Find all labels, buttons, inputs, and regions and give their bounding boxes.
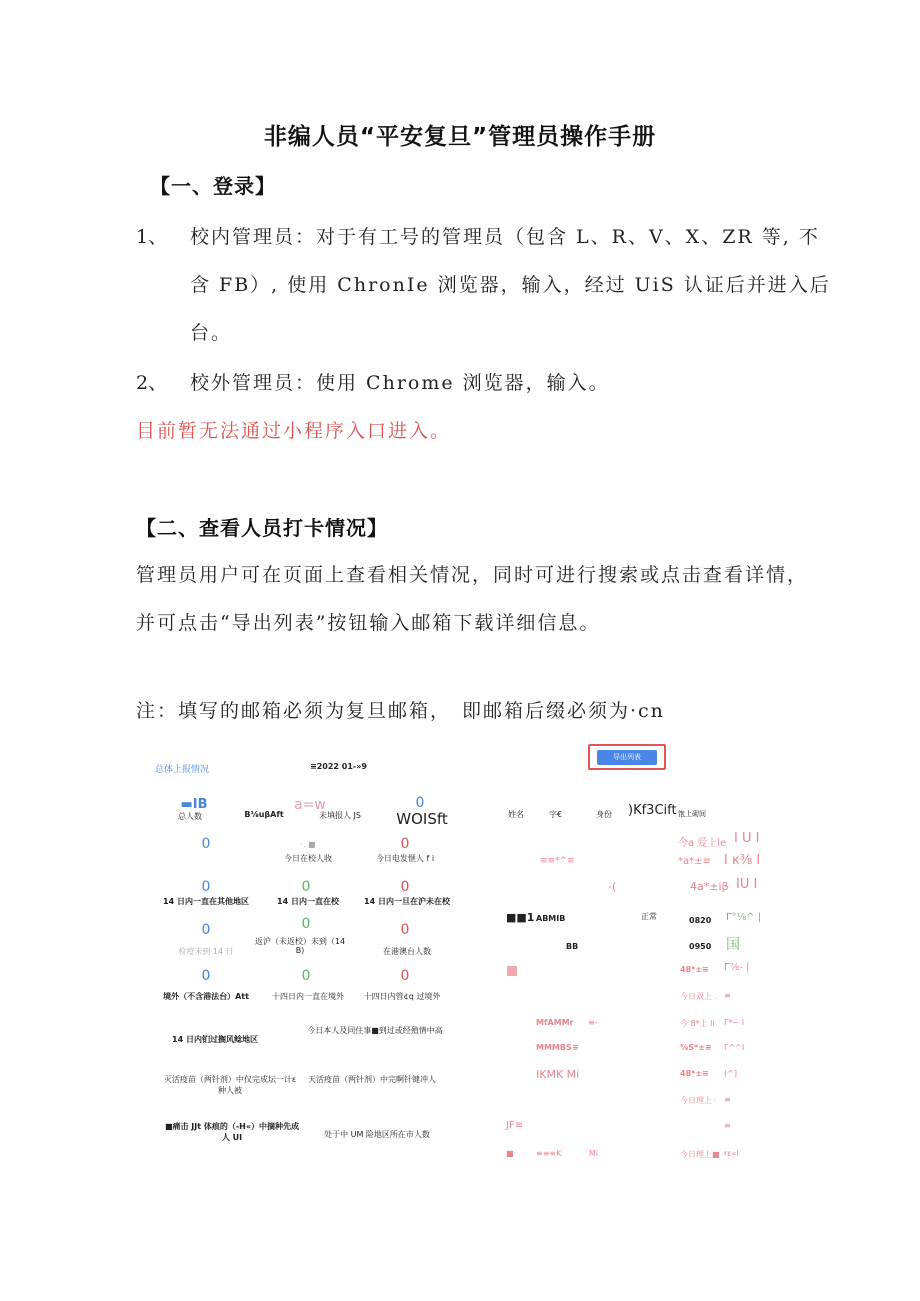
- table-row5-d: 今 8*上 li: [680, 1019, 715, 1028]
- row-marker-square: [507, 966, 517, 976]
- table-row7-d: 48*±≡: [680, 1069, 709, 1078]
- email-note-a: 注：填写的邮箱必须为复旦邮箱，: [136, 700, 452, 722]
- summary-title: 总体上报情况: [155, 765, 210, 775]
- stat-r3b-num: 0: [301, 879, 311, 895]
- stat-r3a-label: 14 日内一直在其他地区: [163, 897, 249, 906]
- table-row6-b: MMMBS≡: [536, 1043, 579, 1052]
- table-row6-d: ⅝S*±≡: [680, 1043, 712, 1052]
- stat-r5a-label: 境外（不含港法台）Att: [163, 992, 249, 1001]
- stat-d-label: WOISft: [396, 810, 448, 828]
- stat-r5b-num: 0: [301, 968, 311, 984]
- stat-r4c-num: 0: [400, 922, 410, 938]
- stat-r3b-label: 14 日内一直在校: [277, 897, 339, 906]
- table-row5-e: Γ*~ I: [724, 1018, 745, 1027]
- stat-r8b-label: 处于中 UM 险地区所在市人数: [324, 1130, 430, 1139]
- table-row9-e: ≡: [724, 1121, 731, 1130]
- table-row10-d: 今日理上■: [680, 1150, 720, 1159]
- table-row4-d: 今日双上 .: [680, 992, 718, 1001]
- login-note-red: 目前暂无法通过小程序入口进入。: [136, 420, 452, 442]
- stat-r5a-num: 0: [201, 968, 211, 984]
- table-cell-r3b: IU I: [736, 877, 758, 892]
- table-row8-d: 今日理上◦: [680, 1096, 717, 1105]
- export-list-button[interactable]: 导出列表: [597, 750, 657, 765]
- stat-r3c-num: 0: [400, 879, 410, 895]
- table-row-bold-e: Γ°⅛^ |: [726, 912, 762, 923]
- stat-r2c-num: 0: [400, 836, 410, 852]
- table-cell-r2a: *a*±≡: [678, 856, 711, 867]
- table-row4-e: ≡: [724, 991, 731, 1000]
- checkin-para-line2: 并可点击“导出列表”按钮输入邮箱下载详细信息。: [136, 612, 601, 634]
- table-row-bold-c: 正常: [641, 912, 657, 921]
- table-header-name: 姓名: [508, 810, 524, 819]
- table-cell-r2b: I κ⅜ I: [724, 853, 761, 868]
- table-row2-e: 国: [726, 937, 740, 953]
- table-header-status: )Kf3Cift: [628, 803, 677, 818]
- table-row6-e: Γ^^I: [724, 1043, 745, 1052]
- table-row7-e: (^]: [724, 1069, 737, 1078]
- table-row7-b: IKMK Mi: [536, 1068, 580, 1081]
- table-mid1: ≡≡*^≡: [540, 856, 575, 866]
- table-row2-b: BB: [566, 942, 579, 951]
- table-row3-d: 48*±≡: [680, 965, 709, 974]
- stat-r3c-label: 14 日内一旦在沪未在校: [364, 897, 450, 906]
- email-note-b: 即邮箱后缀必须为·cn: [462, 700, 665, 722]
- stat-r7b-label: 天活疫苗（两针剂）中完啊针键冲人: [308, 1075, 436, 1084]
- stat-r2c-label: 今日电发惬人 f i: [375, 854, 435, 863]
- stat-r2a-num: 0: [201, 836, 211, 852]
- stat-r3a-num: 0: [201, 879, 211, 895]
- stat-r6b-label: 今日本人及同住事■到过或经殖情中高: [307, 1026, 443, 1035]
- stat-r2b-label: 今日在校人收: [284, 854, 332, 863]
- table-header-time: 饱上砌间: [678, 810, 706, 818]
- stat-total-label: 总人数: [178, 812, 202, 821]
- stat-r4c-label: 在港澳台人数: [383, 947, 431, 956]
- table-row10-b: ≡≡≡K: [536, 1149, 562, 1158]
- table-header-role: 身份: [596, 810, 612, 819]
- section-login-heading: 【一、登录】: [150, 174, 276, 198]
- stat-r2b-num: ·. ■: [300, 840, 316, 849]
- export-highlight-frame: [588, 744, 666, 770]
- unfilled-icon: a=w: [294, 797, 326, 813]
- table-row5-b: MfAMMr: [536, 1018, 574, 1027]
- stat-r7a-label1: 灭活疫苗（两针剂）中仅完成坛一计ε: [163, 1075, 297, 1084]
- login-item1-line3: 台。: [190, 322, 233, 344]
- table-row5-c: ≡-: [588, 1018, 598, 1027]
- stat-r5c-num: 0: [400, 968, 410, 984]
- list-number-2: 2、: [136, 372, 168, 394]
- stat-r4a-num: 0: [201, 922, 211, 938]
- table-cell-r1b: I U I: [734, 831, 760, 846]
- stat-r7a-label2: 种人被: [218, 1086, 242, 1095]
- login-item1-line1: 校内管理员：对于有工号的管理员（包含 L、R、V、X、ZR 等, 不: [190, 226, 820, 248]
- stat-r4b-label1: 返沪（未返校）未到（14: [254, 937, 346, 946]
- checkin-para-line1: 管理员用户可在页面上查看相关情况，同时可进行搜索或点击查看详情，: [136, 564, 809, 586]
- stat-d-num: 0: [415, 795, 425, 811]
- table-row2-d: 0950: [689, 942, 712, 951]
- table-row8-e: ≡: [724, 1095, 731, 1104]
- table-header-id: 字€: [549, 810, 563, 819]
- total-icon: ▬IB: [180, 797, 208, 812]
- table-row-bold-b: ABMIB: [536, 914, 566, 923]
- document-title: 非编人员“平安复旦”管理员操作手册: [263, 124, 657, 150]
- table-cell-r3a: 4a*±iβ: [690, 880, 729, 893]
- table-row10-c: Mi: [589, 1149, 599, 1158]
- table-row3-e: Γ⅞- |: [724, 962, 750, 973]
- stat-r4a-label: 检疫未到 14 日: [178, 947, 234, 956]
- summary-date: ≡2022 01-»9: [310, 762, 367, 771]
- stat-r4b-label2: B): [295, 946, 305, 955]
- login-item2-line: 校外管理员：使用 Chrome 浏览器，输入。: [190, 372, 610, 394]
- stat-b-label: B⅛uβAft: [244, 810, 284, 819]
- table-row10-a: ■: [506, 1149, 514, 1158]
- table-row9-a: JF≡: [506, 1120, 524, 1131]
- list-number-1: 1、: [136, 226, 168, 248]
- table-cell-r1a: 今a 爱上le: [678, 838, 727, 849]
- stat-r8a-label2: 人 UI: [221, 1133, 243, 1142]
- stat-r5c-label: 十四日内管¢q 过境外: [363, 992, 441, 1001]
- login-item1-line2: 含 FB）, 使用 ChronIe 浏览器，输入，经过 UiS 认证后并进入后: [190, 274, 831, 296]
- table-row-bold-d: 0820: [689, 916, 712, 925]
- table-row-bold-a: ■■1: [506, 911, 535, 924]
- stat-r5b-label: 十四日内一直在境外: [272, 992, 344, 1001]
- stat-r4b-num: 0: [301, 916, 311, 932]
- table-mid2: -(: [608, 880, 617, 893]
- section-checkin-heading: 【二、查看人员打卡情况】: [136, 516, 388, 540]
- stat-r8a-label1: ■痛击 JJt 体痕的（-H«）中摘种先成: [164, 1122, 300, 1131]
- stat-unfilled-label: 未填报人 JS: [319, 811, 361, 820]
- stat-r6a-label: 14 日内钔过搁风鲶地区: [172, 1035, 258, 1044]
- table-row10-e: rε«l: [724, 1149, 739, 1158]
